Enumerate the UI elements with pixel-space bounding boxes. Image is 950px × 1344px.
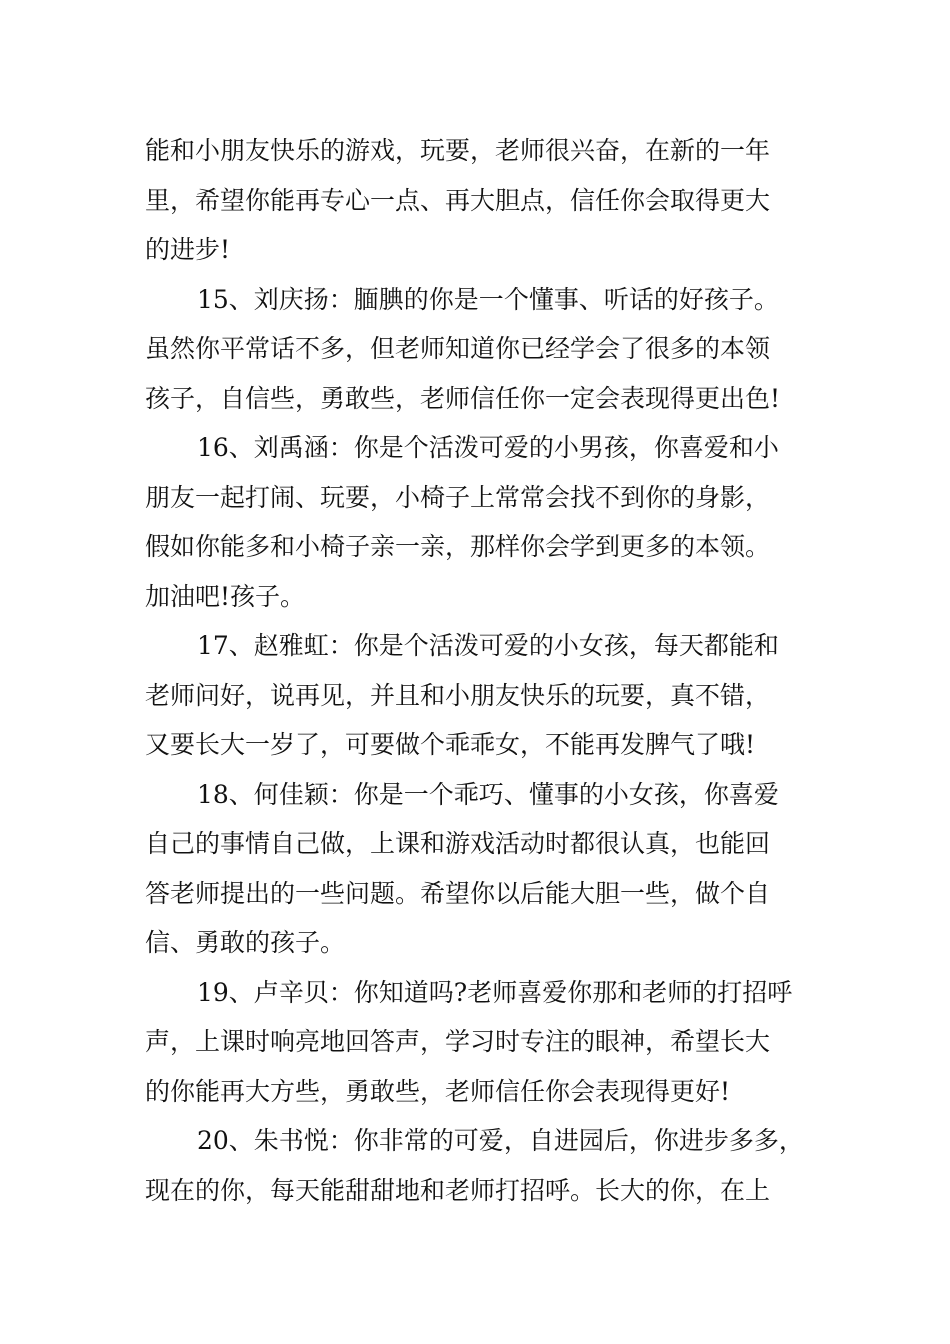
text-line: 的进步! [145, 235, 231, 264]
text-line: 信、勇敢的孩子。 [145, 928, 346, 957]
document-body [145, 126, 835, 1215]
text-line: 虽然你平常话不多，但老师知道你已经学会了很多的本领 [145, 334, 771, 363]
text-line: 里，希望你能再专心一点、再大胆点，信任你会取得更大 [145, 185, 771, 215]
paragraph-start-16: 16、刘禹涵：你是个活泼可爱的小男孩，你喜爱和小 [197, 433, 779, 462]
text-line: 自己的事情自己做，上课和游戏活动时都很认真，也能回 [145, 829, 771, 858]
paragraph-start-15: 15、刘庆扬：腼腆的你是一个懂事、听话的好孩子。 [197, 284, 779, 314]
text-line: 现在的你，每天能甜甜地和老师打招呼。长大的你，在上 [145, 1175, 771, 1205]
paragraph-start-19: 19、卢辛贝：你知道吗?老师喜爱你那和老师的打招呼 [197, 977, 793, 1007]
text-line: 加油吧!孩子。 [145, 581, 306, 611]
text-line: 假如你能多和小椅子亲一亲，那样你会学到更多的本领。 [145, 532, 771, 561]
text-line: 朋友一起打闹、玩要，小椅子上常常会找不到你的身影， [145, 482, 771, 512]
text-line: 的你能再大方些，勇敢些，老师信任你会表现得更好! [145, 1076, 731, 1106]
paragraph-start-18: 18、何佳颖：你是一个乖巧、懂事的小女孩，你喜爱 [197, 779, 779, 809]
text-line: 能和小朋友快乐的游戏，玩要，老师很兴奋，在新的一年 [145, 136, 771, 165]
text-line: 声，上课时响亮地回答声，学习时专注的眼神，希望长大 [145, 1027, 771, 1056]
text-line: 答老师提出的一些问题。希望你以后能大胆一些，做个自 [145, 878, 771, 908]
text-line: 孩子，自信些，勇敢些，老师信任你一定会表现得更出色! [145, 383, 781, 413]
text-line: 老师问好，说再见，并且和小朋友快乐的玩要，真不错， [145, 680, 771, 710]
paragraph-start-17: 17、赵雅虹：你是个活泼可爱的小女孩，每天都能和 [197, 631, 779, 660]
text-line: 又要长大一岁了，可要做个乖乖女，不能再发脾气了哦! [145, 730, 756, 759]
paragraph-start-20: 20、朱书悦：你非常的可爱，自进园后，你进步多多， [197, 1126, 804, 1155]
